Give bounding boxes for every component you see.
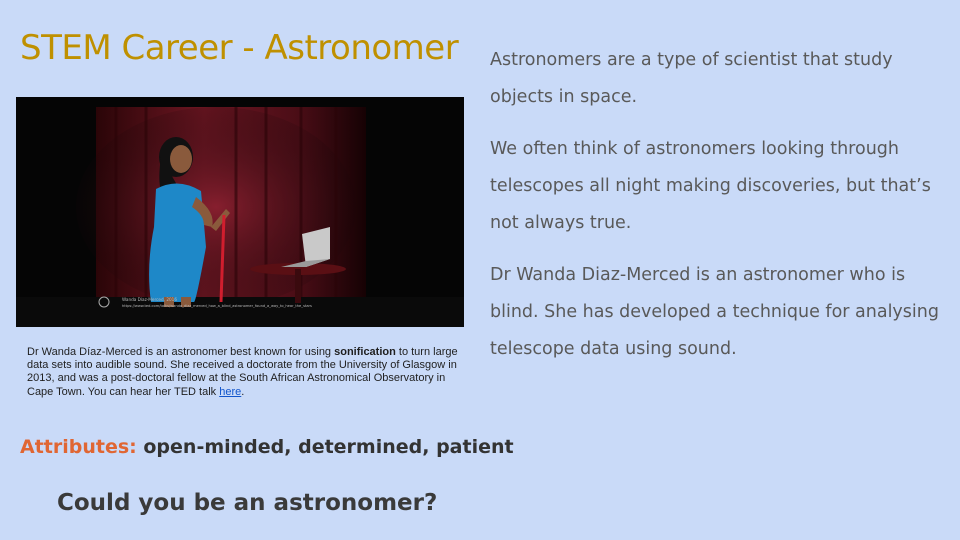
body-text [490,42,940,383]
caption-bold-term: sonification [334,346,396,358]
paragraph-intro: Astronomers are a type of scientist that study objects in space. [490,50,893,107]
attributes-value: open-minded, determined, patient [136,436,514,458]
attributes-label: Attributes: [20,436,137,458]
speaker-photo-illustration [16,97,464,327]
paragraph-telescopes: We often think of astronomers looking through telescopes all night making discoveries, but that’s not always true. [490,139,931,233]
photo-credit: Wanda Díaz-Merced, 2016 [122,297,177,302]
speaker-photo [16,97,464,327]
closing-question: Could you be an astronomer? [57,490,438,516]
slide-title: STEM Career - Astronomer [20,28,459,68]
ted-talk-link[interactable]: here [219,385,242,398]
paragraph-wanda: Dr Wanda Diaz-Merced is an astronomer who is blind. She has developed a technique for analysing telescope data using sound. [490,265,939,359]
photo-caption [27,346,459,399]
caption-text-1: Dr Wanda Díaz-Merced is an astronomer best known for using [27,346,335,358]
caption-text-3: . [241,385,245,398]
attributes-line [20,436,514,458]
photo-source-url: https://www.ted.com/talks/wanda_diaz_merced_how_a_blind_astronomer_found_a_way_to_hear_the_stars [122,304,312,308]
caption-text-2: to turn large data sets into audible sound. She received a doctorate from the University of Glasgow in 2013, and was a post-doctoral fellow at the South African Astronomical Observatory in Cape Town. You can hear her TED talk [27,346,458,398]
